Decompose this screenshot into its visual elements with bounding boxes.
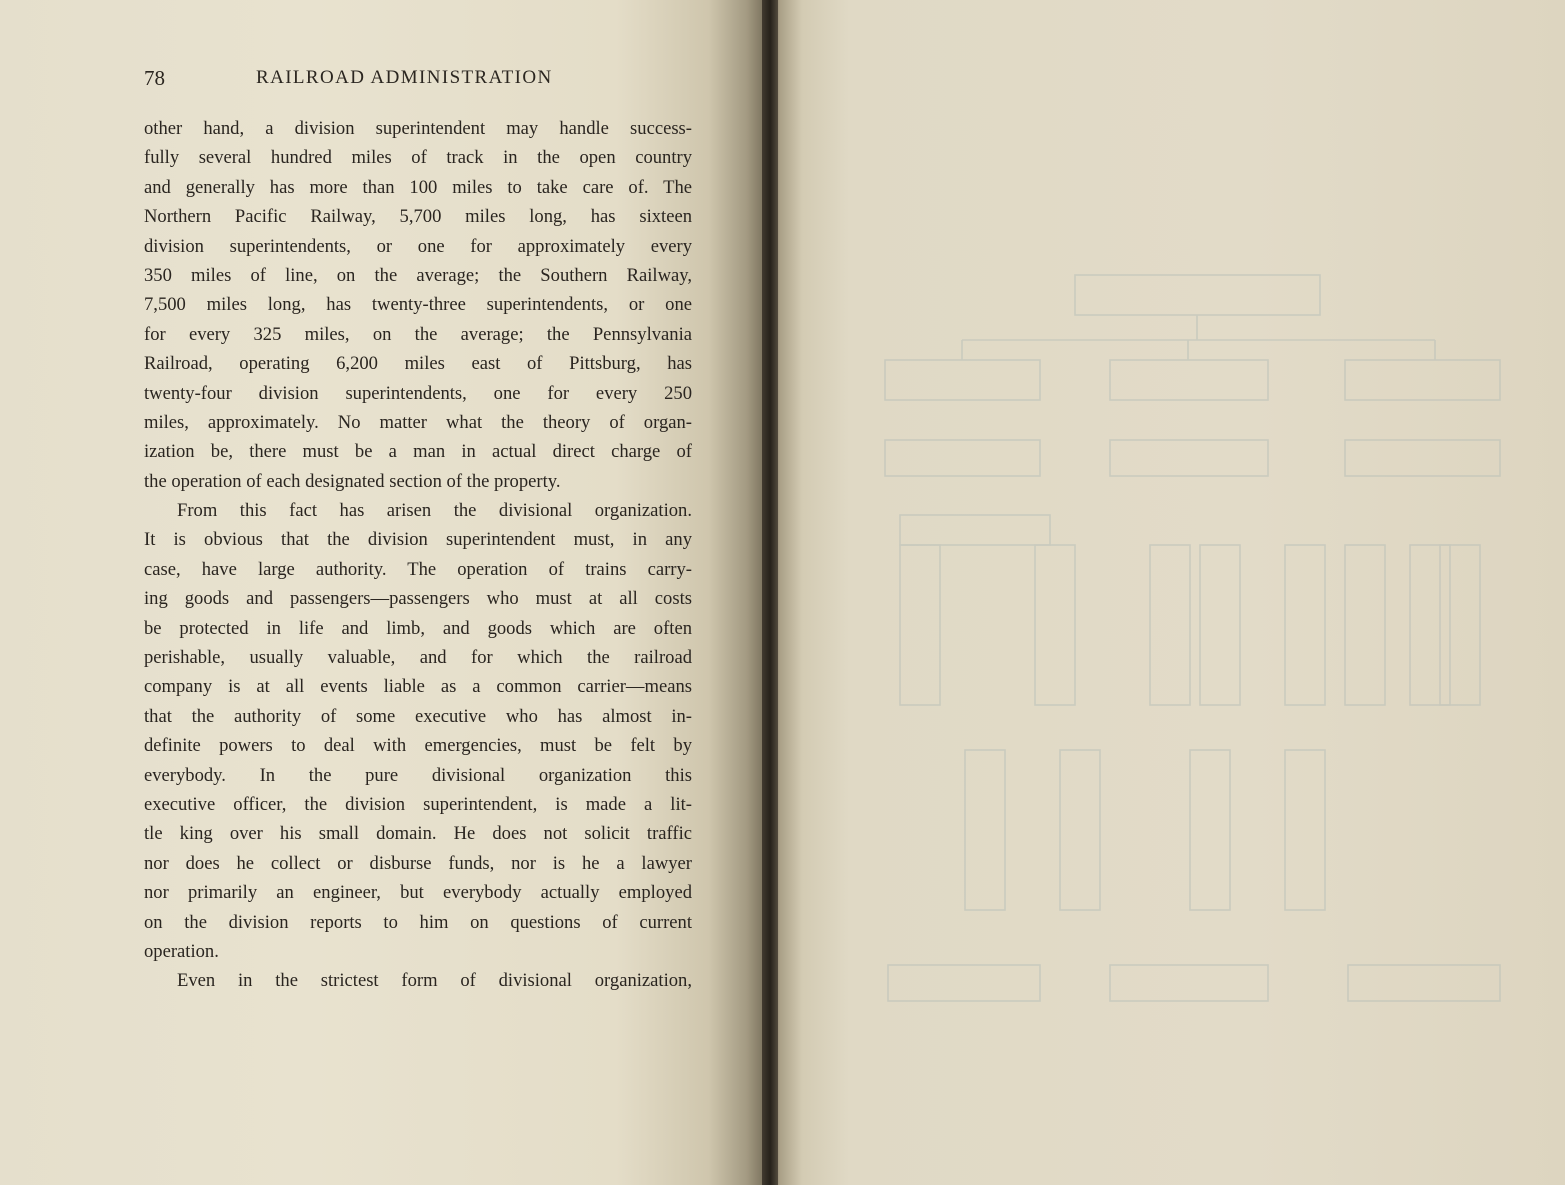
text-line: for every 325 miles, on the average; the Pennsylvania — [144, 323, 692, 345]
book-gutter — [762, 0, 778, 1185]
text-line: Railroad, operating 6,200 miles east of Pittsburg, has — [144, 353, 692, 375]
text-line: Even in the strictest form of divisional organization, — [177, 970, 692, 992]
text-line: definite powers to deal with emergencies, must be felt by — [144, 735, 692, 757]
text-line: ization be, there must be a man in actual direct charge of — [144, 441, 692, 463]
text-line: It is obvious that the division superintendent must, in any — [144, 529, 692, 551]
text-line: and generally has more than 100 miles to take care of. The — [144, 176, 692, 198]
text-line: miles, approximately. No matter what the theory of organ- — [144, 411, 692, 433]
text-line: tle king over his small domain. He does not solicit traffic — [144, 823, 692, 845]
text-line: fully several hundred miles of track in the open country — [144, 147, 692, 169]
text-line: Northern Pacific Railway, 5,700 miles long, has sixteen — [144, 206, 692, 228]
text-line: 350 miles of line, on the average; the Southern Railway, — [144, 264, 692, 286]
text-line: company is at all events liable as a common carrier—means — [144, 676, 692, 698]
text-line: perishable, usually valuable, and for which the railroad — [144, 647, 692, 669]
show-through-chart — [870, 180, 1510, 1020]
text-line: the operation of each designated section of the property. — [144, 470, 561, 492]
text-line: be protected in life and limb, and goods which are often — [144, 617, 692, 639]
text-line: division superintendents, or one for approximately every — [144, 235, 692, 257]
running-head: RAILROAD ADMINISTRATION — [256, 67, 553, 88]
body-text — [144, 114, 692, 996]
text-line: case, have large authority. The operation of trains carry- — [144, 558, 692, 580]
text-line: nor primarily an engineer, but everybody actually employed — [144, 882, 692, 904]
text-line: operation. — [144, 940, 219, 962]
text-line: everybody. In the pure divisional organization this — [144, 764, 692, 786]
text-line: executive officer, the division superintendent, is made a lit- — [144, 793, 692, 815]
text-line: ing goods and passengers—passengers who must at all costs — [144, 588, 692, 610]
page-header — [144, 66, 692, 96]
page-number: 78 — [144, 66, 165, 90]
text-line: nor does he collect or disburse funds, nor is he a lawyer — [144, 852, 692, 874]
text-line: twenty-four division superintendents, one for every 250 — [144, 382, 692, 404]
text-line: on the division reports to him on questions of current — [144, 911, 692, 933]
text-line: From this fact has arisen the divisional organization. — [177, 500, 692, 522]
text-line: 7,500 miles long, has twenty-three superintendents, or one — [144, 294, 692, 316]
text-line: that the authority of some executive who has almost in- — [144, 705, 692, 727]
text-line: other hand, a division superintendent may handle success- — [144, 118, 692, 139]
